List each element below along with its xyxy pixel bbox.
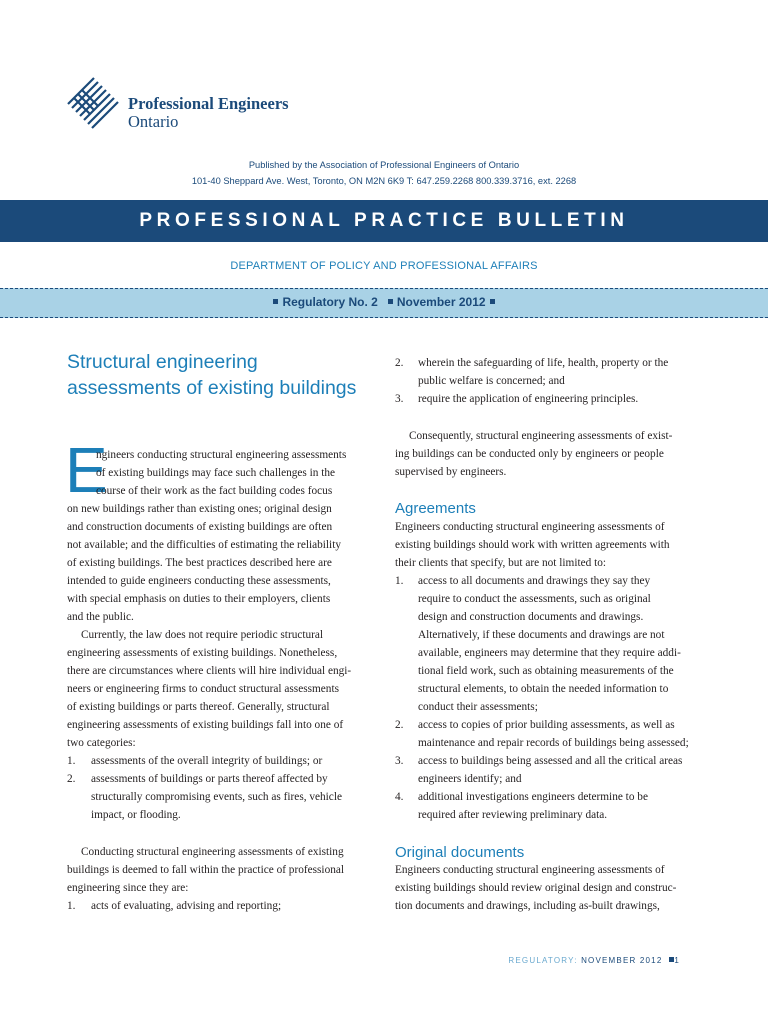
- bullet-square-icon: [273, 299, 278, 304]
- body-line: supervised by engineers.: [395, 466, 507, 478]
- body-line: course of their work as the fact building codes focus: [96, 485, 333, 497]
- body-line: ing buildings can be conducted only by engineers or people: [395, 448, 664, 460]
- list-item: structural elements, to obtain the needed information to: [418, 683, 669, 695]
- body-line: of existing buildings. The best practices described here are: [67, 557, 332, 569]
- diagonal-stripes-logo-icon: [66, 74, 122, 130]
- body-line: intended to guide engineers conducting these assessments,: [67, 575, 331, 587]
- list-item: access to copies of prior building assessments, as well as: [418, 719, 675, 731]
- body-line: engineering since they are:: [67, 882, 189, 894]
- list-item: assessments of buildings or parts thereof affected by: [91, 773, 328, 785]
- list-item: tional field work, such as obtaining measurements of the: [418, 665, 674, 677]
- list-number: 3.: [395, 393, 404, 405]
- list-item: available, engineers may determine that they require addi-: [418, 647, 681, 659]
- list-number: 1.: [67, 755, 76, 767]
- body-line: with special emphasis on duties to their employers, clients: [67, 593, 331, 605]
- body-line: tion documents and drawings, including as-built drawings,: [395, 900, 660, 912]
- bullet-square-icon: [490, 299, 495, 304]
- regulatory-info: [0, 295, 768, 309]
- list-item: engineers identify; and: [418, 773, 522, 785]
- body-line: Consequently, structural engineering assessments of exist-: [409, 430, 673, 442]
- footer-date: NOVEMBER 2012: [581, 956, 663, 965]
- list-item: access to all documents and drawings they say they: [418, 575, 651, 587]
- pe-ontario-logo: [66, 74, 289, 134]
- body-line: engineering assessments of existing buildings. Nonetheless,: [67, 647, 338, 659]
- list-item: structurally compromising events, such as fires, vehicle: [91, 791, 342, 803]
- list-item: conduct their assessments;: [418, 701, 538, 713]
- department-heading: DEPARTMENT OF POLICY AND PROFESSIONAL AFFAIRS: [230, 260, 538, 272]
- regulatory-date: November 2012: [396, 295, 486, 309]
- list-item: require the application of engineering principles.: [418, 393, 639, 405]
- publisher-line: Published by the Association of Professional Engineers of Ontario: [248, 160, 520, 170]
- list-item: maintenance and repair records of buildings being assessed;: [418, 737, 689, 749]
- footer-label: REGULATORY:: [508, 956, 578, 965]
- list-number: 2.: [395, 719, 404, 731]
- bullet-square-icon: [388, 299, 393, 304]
- list-item: impact, or flooding.: [91, 809, 181, 821]
- body-line: of existing buildings or parts thereof. Generally, structural: [67, 701, 330, 713]
- list-number: 3.: [395, 755, 404, 767]
- list-number: 1.: [67, 900, 76, 912]
- body-line: neers or engineering firms to conduct structural assessments: [67, 683, 339, 695]
- body-line: existing buildings should work with written agreements with: [395, 539, 670, 551]
- logo-region: Ontario: [128, 112, 179, 131]
- logo-name: Professional Engineers: [128, 94, 289, 113]
- body-line: their clients that specify, but are not limited to:: [395, 557, 607, 569]
- body-line: there are circumstances where clients will hire individual engi-: [67, 665, 352, 677]
- list-item: public welfare is concerned; and: [418, 375, 565, 387]
- bulletin-title: PROFESSIONAL PRACTICE BULLETIN: [139, 210, 629, 231]
- article-title: Structural engineering assessments of existing buildings: [67, 351, 357, 399]
- body-line: buildings is deemed to fall within the practice of professional: [67, 864, 345, 876]
- list-number: 2.: [395, 357, 404, 369]
- subhead-original-documents: Original documents: [395, 844, 525, 861]
- body-line: and construction documents of existing buildings are often: [67, 521, 333, 533]
- body-line: on new buildings rather than existing ones; original design: [67, 503, 332, 515]
- list-item: design and construction documents and drawings.: [418, 611, 644, 623]
- body-line: ngineers conducting structural engineering assessments: [96, 449, 347, 461]
- list-item: required after reviewing preliminary data.: [418, 809, 608, 821]
- drop-cap: E: [65, 434, 108, 506]
- body-line: Engineers conducting structural engineering assessments of: [395, 864, 665, 876]
- publisher-address: 101-40 Sheppard Ave. West, Toronto, ON M2N 6K9 T: 647.259.2268 800.339.3716, ext. 2268: [191, 176, 577, 186]
- body-line: Conducting structural engineering assessments of existing: [81, 846, 344, 858]
- page-number: 1: [674, 956, 680, 965]
- body-line: and the public.: [67, 611, 134, 623]
- subhead-agreements: Agreements: [395, 500, 476, 517]
- list-item: access to buildings being assessed and all the critical areas: [418, 755, 683, 767]
- list-item: require to conduct the assessments, such as original: [418, 593, 651, 605]
- list-number: 1.: [395, 575, 404, 587]
- body-line: Engineers conducting structural engineering assessments of: [395, 521, 665, 533]
- body-line: existing buildings should review original design and construc-: [395, 882, 677, 894]
- list-item: acts of evaluating, advising and reporting;: [91, 900, 282, 912]
- regulatory-number: Regulatory No. 2: [282, 295, 378, 309]
- body-line: engineering assessments of existing buildings fall into one of: [67, 719, 344, 731]
- body-line: of existing buildings may face such challenges in the: [96, 467, 336, 479]
- body-line: two categories:: [67, 737, 136, 749]
- list-number: 2.: [67, 773, 76, 785]
- list-item: additional investigations engineers determine to be: [418, 791, 648, 803]
- list-item: assessments of the overall integrity of buildings; or: [91, 755, 323, 767]
- page-footer: [440, 956, 680, 965]
- list-number: 4.: [395, 791, 404, 803]
- body-line: not available; and the difficulties of estimating the reliability: [67, 539, 341, 551]
- list-item: wherein the safeguarding of life, health, property or the: [418, 357, 669, 369]
- body-line: Currently, the law does not require periodic structural: [81, 629, 324, 641]
- list-item: Alternatively, if these documents and drawings are not: [418, 629, 665, 641]
